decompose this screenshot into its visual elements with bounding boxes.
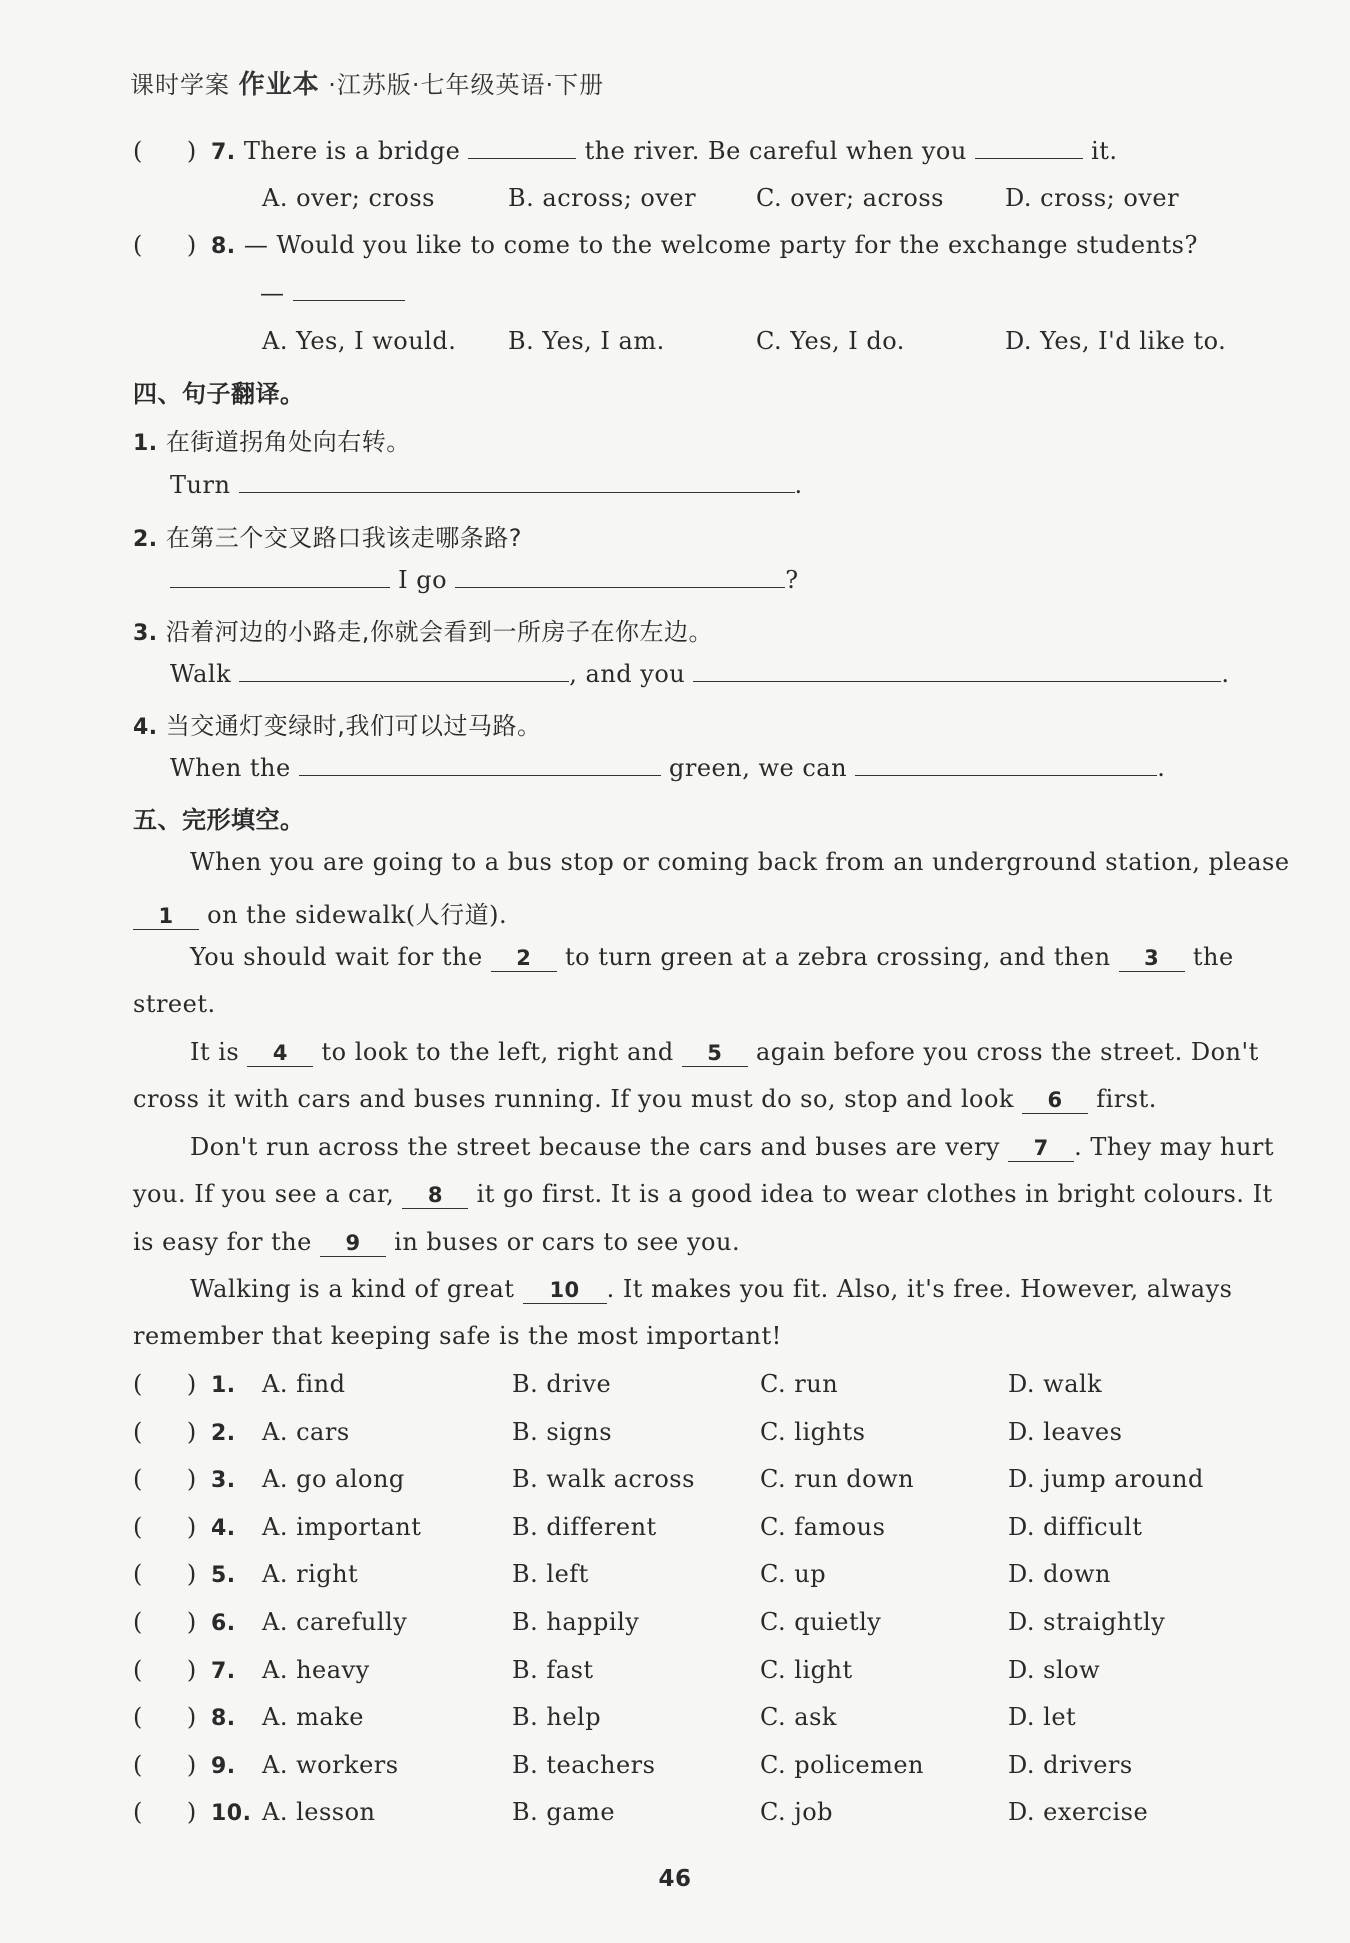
english-prompt: I go [398, 566, 448, 594]
passage-text: It is [190, 1038, 240, 1066]
option-a[interactable]: A. workers [262, 1751, 399, 1779]
cloze-blank-3[interactable]: 3 [1119, 945, 1185, 972]
chinese-sentence: 在第三个交叉路口我该走哪条路? [165, 524, 523, 552]
question-number: 2. [211, 1421, 236, 1446]
english-prompt: Turn [170, 471, 231, 499]
answer-blank[interactable] [468, 136, 576, 159]
english-prompt: green, we can [669, 754, 848, 782]
paren-close: ) [186, 1465, 197, 1493]
passage-line [190, 1275, 1233, 1304]
passage-text: . They may hurt [1074, 1133, 1275, 1161]
cloze-question-row [133, 1608, 236, 1636]
option-a[interactable]: A. find [262, 1370, 346, 1398]
translation-answer-3 [170, 659, 1230, 688]
cloze-question-row [133, 1513, 236, 1541]
english-prompt: , and you [569, 660, 686, 688]
answer-blank[interactable] [170, 565, 390, 588]
option-c[interactable]: C. light [760, 1656, 853, 1684]
answer-blank[interactable] [299, 753, 661, 776]
header-bold: 作业本 [238, 70, 320, 100]
paren-open: ( [133, 1751, 143, 1779]
paren-open: ( [133, 1560, 143, 1588]
passage-text: again before you cross the street. Don't [755, 1038, 1259, 1066]
english-prompt: Walk [170, 660, 232, 688]
paren-close: ) [186, 1751, 197, 1779]
question-text: There is a bridge [243, 137, 461, 165]
passage-text: is easy for the [133, 1228, 312, 1256]
option-c[interactable]: C. run down [760, 1465, 915, 1493]
item-number: 4. [133, 715, 158, 740]
option-b[interactable]: B. happily [512, 1608, 640, 1636]
end-punct: . [1221, 660, 1230, 688]
cloze-blank-1[interactable]: 1 [133, 903, 199, 930]
cloze-question-row [133, 1751, 236, 1779]
question-number: 1. [211, 1373, 236, 1398]
paren-close: ) [186, 1370, 197, 1398]
option-d[interactable]: D. down [1008, 1560, 1111, 1588]
mc-question-7 [133, 136, 1118, 165]
option-a[interactable]: A. heavy [262, 1656, 370, 1684]
option-c[interactable]: C. policemen [760, 1751, 924, 1779]
answer-blank[interactable] [239, 659, 569, 682]
section-title-cloze: 五、完形填空。 [133, 806, 305, 834]
paren-close: ) [186, 1513, 197, 1541]
paren-close: ) [186, 1798, 197, 1826]
cloze-question-row [133, 1560, 236, 1588]
paren-close: ) [186, 137, 197, 165]
answer-blank[interactable] [855, 753, 1157, 776]
answer-blank[interactable] [239, 470, 795, 493]
cloze-blank-9[interactable]: 9 [320, 1230, 386, 1257]
cloze-question-row [133, 1465, 236, 1493]
cloze-question-row [133, 1370, 236, 1398]
passage-line [190, 943, 1234, 972]
paren-open: ( [133, 1608, 143, 1636]
paren-close: ) [186, 1608, 197, 1636]
paren-open: ( [133, 1513, 143, 1541]
page-header [130, 64, 604, 101]
option-b[interactable]: B. game [512, 1798, 616, 1826]
option-d[interactable]: D. drivers [1008, 1751, 1133, 1779]
passage-line [133, 1085, 1157, 1114]
option-c[interactable]: C. lights [760, 1418, 866, 1446]
cloze-question-row [133, 1798, 251, 1826]
translation-answer-1 [170, 470, 803, 499]
option-d[interactable]: D. exercise [1008, 1798, 1149, 1826]
question-number: 10. [211, 1801, 252, 1826]
option-b[interactable]: B. walk across [512, 1465, 695, 1493]
header-rest: ·江苏版·七年级英语·下册 [328, 71, 605, 99]
option-b[interactable]: B. help [512, 1703, 602, 1731]
chinese-sentence: 当交通灯变绿时,我们可以过马路。 [165, 712, 542, 740]
question-number: 8. [211, 1706, 236, 1731]
end-punct: . [1157, 754, 1166, 782]
paren-close: ) [186, 231, 197, 259]
option-d[interactable]: D. walk [1008, 1370, 1103, 1398]
option-a[interactable]: A. carefully [262, 1608, 408, 1636]
paren-open: ( [133, 1656, 143, 1684]
paren-open: ( [133, 1703, 143, 1731]
cloze-blank-2[interactable]: 2 [491, 945, 557, 972]
passage-text: Don't run across the street because the cars and buses are very [190, 1133, 1000, 1161]
item-number: 2. [133, 527, 158, 552]
passage-line [190, 1038, 1259, 1067]
option-c[interactable]: C. ask [760, 1703, 837, 1731]
option-b[interactable]: B. fast [512, 1656, 594, 1684]
passage-text: first. [1096, 1085, 1157, 1113]
answer-blank[interactable] [293, 278, 405, 301]
passage-text: on the sidewalk(人行道). [207, 901, 508, 929]
option-d[interactable]: D. difficult [1008, 1513, 1143, 1541]
reply-line [260, 278, 405, 307]
question-number: 7. [211, 140, 236, 165]
option-b[interactable]: B. different [512, 1513, 657, 1541]
answer-blank[interactable] [455, 565, 785, 588]
translation-answer-4 [170, 753, 1165, 782]
paren-close: ) [186, 1703, 197, 1731]
translation-item-1 [133, 422, 411, 457]
question-number: 3. [211, 1468, 236, 1493]
cloze-blank-7[interactable]: 7 [1008, 1135, 1074, 1162]
option-c[interactable]: C. quietly [760, 1608, 882, 1636]
cloze-blank-6[interactable]: 6 [1022, 1087, 1088, 1114]
cloze-question-row [133, 1656, 236, 1684]
option-c[interactable]: C. famous [760, 1513, 886, 1541]
paren-open: ( [133, 231, 143, 259]
paren-open: ( [133, 1418, 143, 1446]
passage-text: . It makes you fit. Also, it's free. However, always [606, 1275, 1233, 1303]
page-number: 46 [658, 1866, 692, 1892]
mc-question-8 [133, 231, 1198, 259]
option-a[interactable]: A. make [262, 1703, 364, 1731]
translation-item-4 [133, 706, 541, 741]
question-text: — Would you like to come to the welcome party for the exchange students? [243, 231, 1198, 259]
question-text: the river. Be careful when you [584, 137, 967, 165]
cloze-blank-4[interactable]: 4 [247, 1040, 313, 1067]
option-b[interactable]: B. teachers [512, 1751, 656, 1779]
passage-line [133, 1180, 1273, 1209]
option-c[interactable]: C. run [760, 1370, 839, 1398]
paren-close: ) [186, 1656, 197, 1684]
option-d[interactable]: D. cross; over [1005, 184, 1180, 212]
paren-open: ( [133, 137, 143, 165]
english-prompt: When the [170, 754, 291, 782]
passage-text: it go first. It is a good idea to wear clothes in bright colours. It [476, 1180, 1273, 1208]
paren-close: ) [186, 1418, 197, 1446]
option-d[interactable]: D. straightly [1008, 1608, 1166, 1636]
passage-line: remember that keeping safe is the most important! [133, 1322, 782, 1350]
option-d[interactable]: D. slow [1008, 1656, 1101, 1684]
cloze-blank-8[interactable]: 8 [402, 1182, 468, 1209]
cloze-blank-5[interactable]: 5 [682, 1040, 748, 1067]
chinese-sentence: 在街道拐角处向右转。 [165, 428, 411, 456]
option-d[interactable]: D. Yes, I'd like to. [1005, 327, 1227, 355]
option-b[interactable]: B. across; over [508, 184, 697, 212]
option-d[interactable]: D. let [1008, 1703, 1077, 1731]
passage-line: street. [133, 990, 216, 1018]
translation-answer-2 [170, 565, 799, 594]
header-prefix: 课时学案 [130, 71, 230, 99]
passage-text: You should wait for the [190, 943, 483, 971]
section-title-translation: 四、句子翻译。 [133, 380, 305, 408]
passage-line [190, 1133, 1274, 1162]
chinese-sentence: 沿着河边的小路走,你就会看到一所房子在你左边。 [165, 618, 713, 646]
passage-text: you. If you see a car, [133, 1180, 395, 1208]
passage-text: in buses or cars to see you. [394, 1228, 741, 1256]
option-c[interactable]: C. over; across [756, 184, 944, 212]
option-b[interactable]: B. drive [512, 1370, 612, 1398]
item-number: 3. [133, 621, 158, 646]
question-number: 9. [211, 1754, 236, 1779]
cloze-question-row [133, 1418, 236, 1446]
passage-line [133, 1228, 740, 1257]
answer-blank[interactable] [693, 659, 1221, 682]
passage-text: to look to the left, right and [321, 1038, 674, 1066]
end-punct: . [794, 471, 803, 499]
option-b[interactable]: B. signs [512, 1418, 613, 1446]
option-b[interactable]: B. left [512, 1560, 589, 1588]
paren-open: ( [133, 1798, 143, 1826]
paren-open: ( [133, 1370, 143, 1398]
question-number: 8. [211, 234, 236, 259]
question-number: 7. [211, 1659, 236, 1684]
cloze-question-row [133, 1703, 236, 1731]
end-punct: ? [785, 566, 799, 594]
question-number: 4. [211, 1516, 236, 1541]
option-a[interactable]: A. cars [262, 1418, 350, 1446]
option-c[interactable]: C. up [760, 1560, 827, 1588]
option-a[interactable]: A. go along [262, 1465, 405, 1493]
passage-text: the [1192, 943, 1234, 971]
item-number: 1. [133, 431, 158, 456]
option-c[interactable]: C. Yes, I do. [756, 327, 905, 355]
option-a[interactable]: A. over; cross [262, 184, 435, 212]
option-a[interactable]: A. lesson [262, 1798, 376, 1826]
option-a[interactable]: A. Yes, I would. [262, 327, 457, 355]
option-c[interactable]: C. job [760, 1798, 834, 1826]
option-a[interactable]: A. right [262, 1560, 359, 1588]
passage-line: When you are going to a bus stop or coming back from an underground station, please [190, 848, 1290, 876]
passage-text: cross it with cars and buses running. If you must do so, stop and look [133, 1085, 1014, 1113]
passage-text: Walking is a kind of great [190, 1275, 515, 1303]
answer-blank[interactable] [975, 136, 1083, 159]
option-d[interactable]: D. jump around [1008, 1465, 1204, 1493]
cloze-blank-10[interactable]: 10 [523, 1277, 607, 1304]
option-a[interactable]: A. important [262, 1513, 422, 1541]
question-number: 5. [211, 1563, 236, 1588]
question-text: it. [1091, 137, 1118, 165]
paren-open: ( [133, 1465, 143, 1493]
question-number: 6. [211, 1611, 236, 1636]
passage-text: to turn green at a zebra crossing, and then [564, 943, 1111, 971]
translation-item-3 [133, 612, 713, 647]
reply-dash: — [260, 279, 285, 307]
option-d[interactable]: D. leaves [1008, 1418, 1123, 1446]
paren-close: ) [186, 1560, 197, 1588]
passage-line [133, 895, 507, 930]
translation-item-2 [133, 518, 522, 553]
option-b[interactable]: B. Yes, I am. [508, 327, 665, 355]
